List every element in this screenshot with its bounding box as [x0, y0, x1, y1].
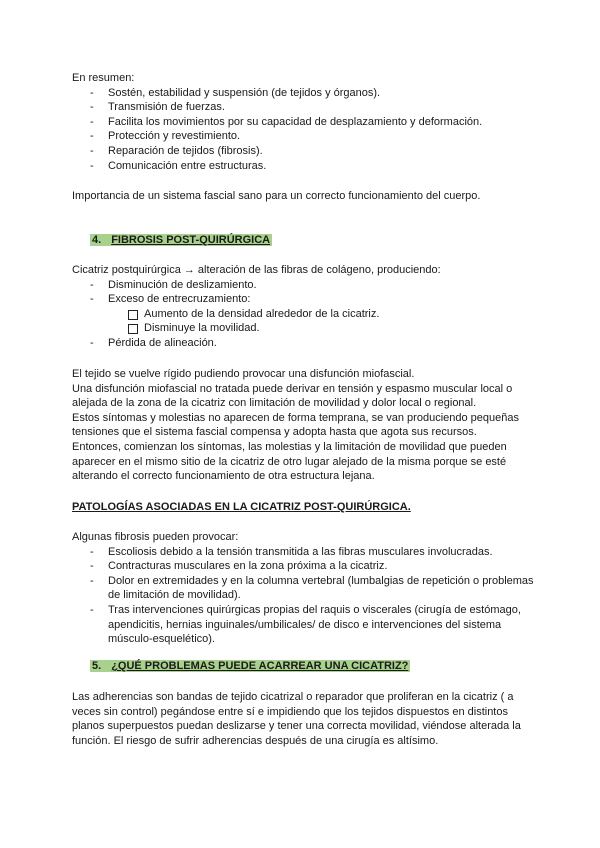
summary-closing: Importancia de un sistema fascial sano para un correcto funcionamiento del cuerpo.: [72, 190, 481, 202]
list-item-text: Escoliosis debido a la tensión transmitida a las fibras musculares involucradas.: [108, 545, 493, 558]
list-item: - Contracturas musculares en la zona próxima a la cicatriz.: [90, 560, 388, 573]
list-item: - Disminución de deslizamiento.: [90, 278, 257, 291]
list-item-text: Pérdida de alineación.: [108, 336, 217, 349]
section5-number: 5.: [92, 660, 102, 672]
list-item: - Dolor en extremidades y en la columna vertebral (lumbalgias de repetición o problemas de limitación de movilidad).: [90, 574, 534, 602]
summary-block: [72, 71, 542, 173]
list-item: - Exceso de entrecruzamiento:: [90, 293, 251, 306]
section4-heading: [90, 233, 560, 248]
section4-paragraph: [72, 367, 542, 484]
list-item: - Protección y revestimiento.: [90, 130, 241, 143]
paragraph-line: Entonces, comienzan los síntomas, las molestias y la limitación de movilidad que pueden aparecer en el mismo sitio de la cicatriz de otro lugar alejado de la misma porque se esté alterando el correcto funcionamiento de otra estructura lejana.: [72, 440, 507, 483]
section4-list: [72, 263, 542, 351]
pathologies-title: PATOLOGÍAS ASOCIADAS EN LA CICATRIZ POST-QUIRÚRGICA.: [72, 501, 411, 513]
checkbox-item-text: Disminuye la movilidad.: [144, 322, 260, 335]
checkbox-item: [72, 307, 542, 322]
checkbox-item: [72, 321, 542, 336]
paragraph-line: El tejido se vuelve rígido pudiendo provocar una disfunción miofascial.: [72, 368, 415, 380]
list-item-text: Sostén, estabilidad y suspensión (de tejidos y órganos).: [108, 86, 381, 99]
list-item-text: Disminución de deslizamiento.: [108, 278, 257, 291]
list-item-text: Contracturas musculares en la zona próxima a la cicatriz.: [108, 560, 388, 573]
list-item: - Pérdida de alineación.: [90, 336, 217, 349]
list-item: - Sostén, estabilidad y suspensión (de tejidos y órganos).: [90, 86, 381, 99]
list-item-text: Exceso de entrecruzamiento:: [108, 293, 251, 306]
list-item-text: Protección y revestimiento.: [108, 130, 241, 143]
list-item-text: Facilita los movimientos por su capacidad de desplazamiento y deformación.: [108, 115, 483, 128]
section5-title: ¿QUÉ PROBLEMAS PUEDE ACARREAR UNA CICATRIZ?: [111, 660, 409, 672]
list-item: - Transmisión de fuerzas.: [90, 101, 225, 114]
list-item-text: Comunicación entre estructuras.: [108, 159, 267, 172]
pathologies-list: [72, 530, 542, 647]
list-item: - Reparación de tejidos (fibrosis).: [90, 144, 263, 157]
section4-title: FIBROSIS POST-QUIRÚRGICA: [111, 234, 271, 246]
pathologies-intro: Algunas fibrosis pueden provocar:: [72, 531, 239, 543]
list-item-text: Tras intervenciones quirúrgicas propias del raquis o viscerales (cirugía de estómago, apendicitis, hernias inguinales/umbilicales/ de disco e intervenciones del sistema músculo-esquelético).: [108, 603, 521, 646]
list-item: - Tras intervenciones quirúrgicas propias del raquis o viscerales (cirugía de estómago, apendicitis, hernias inguinales/umbilicales/ de disco e intervenciones del sistema músculo-esquelético).: [90, 603, 521, 646]
summary-intro: En resumen:: [72, 72, 135, 84]
section5-heading: [90, 659, 560, 674]
list-item: - Comunicación entre estructuras.: [90, 159, 267, 172]
checkbox-item-text: Aumento de la densidad alrededor de la cicatriz.: [144, 307, 380, 320]
list-item-text: Transmisión de fuerzas.: [108, 101, 225, 114]
section4-number: 4.: [92, 234, 102, 246]
list-item: - Facilita los movimientos por su capacidad de desplazamiento y deformación.: [90, 115, 483, 128]
list-item-text: Dolor en extremidades y en la columna vertebral (lumbalgias de repetición o problemas de limitación de movilidad).: [108, 574, 534, 602]
paragraph-line: Una disfunción miofascial no tratada puede derivar en tensión y espasmo muscular local o alejada de la zona de la cicatriz con limitación de movilidad y dolor local o regional.: [72, 382, 513, 410]
paragraph-line: Estos síntomas y molestias no aparecen de forma temprana, se van produciendo pequeñas tensiones que el sistema fascial compensa y adopta hasta que agota sus recursos.: [72, 411, 519, 439]
list-item-text: Reparación de tejidos (fibrosis).: [108, 144, 263, 157]
pathologies-heading: [72, 500, 542, 515]
list-item: - Escoliosis debido a la tensión transmitida a las fibras musculares involucradas.: [90, 545, 493, 558]
checkbox-icon: [128, 324, 138, 334]
section5-paragraph: Las adherencias son bandas de tejido cicatrizal o reparador que proliferan en la cicatriz ( a veces sin control) pegándose entre sí e impidiendo que los tejidos dispuestos en distintos planos superpuestos puedan deslizarse y tener una correcta movilidad, viéndose alterada la función. El riesgo de sufrir adherencias después de una cirugía es altísimo.: [72, 691, 521, 747]
checkbox-icon: [128, 310, 138, 320]
section4-intro: Cicatriz postquirúrgica → alteración de las fibras de colágeno, produciendo:: [72, 264, 441, 276]
